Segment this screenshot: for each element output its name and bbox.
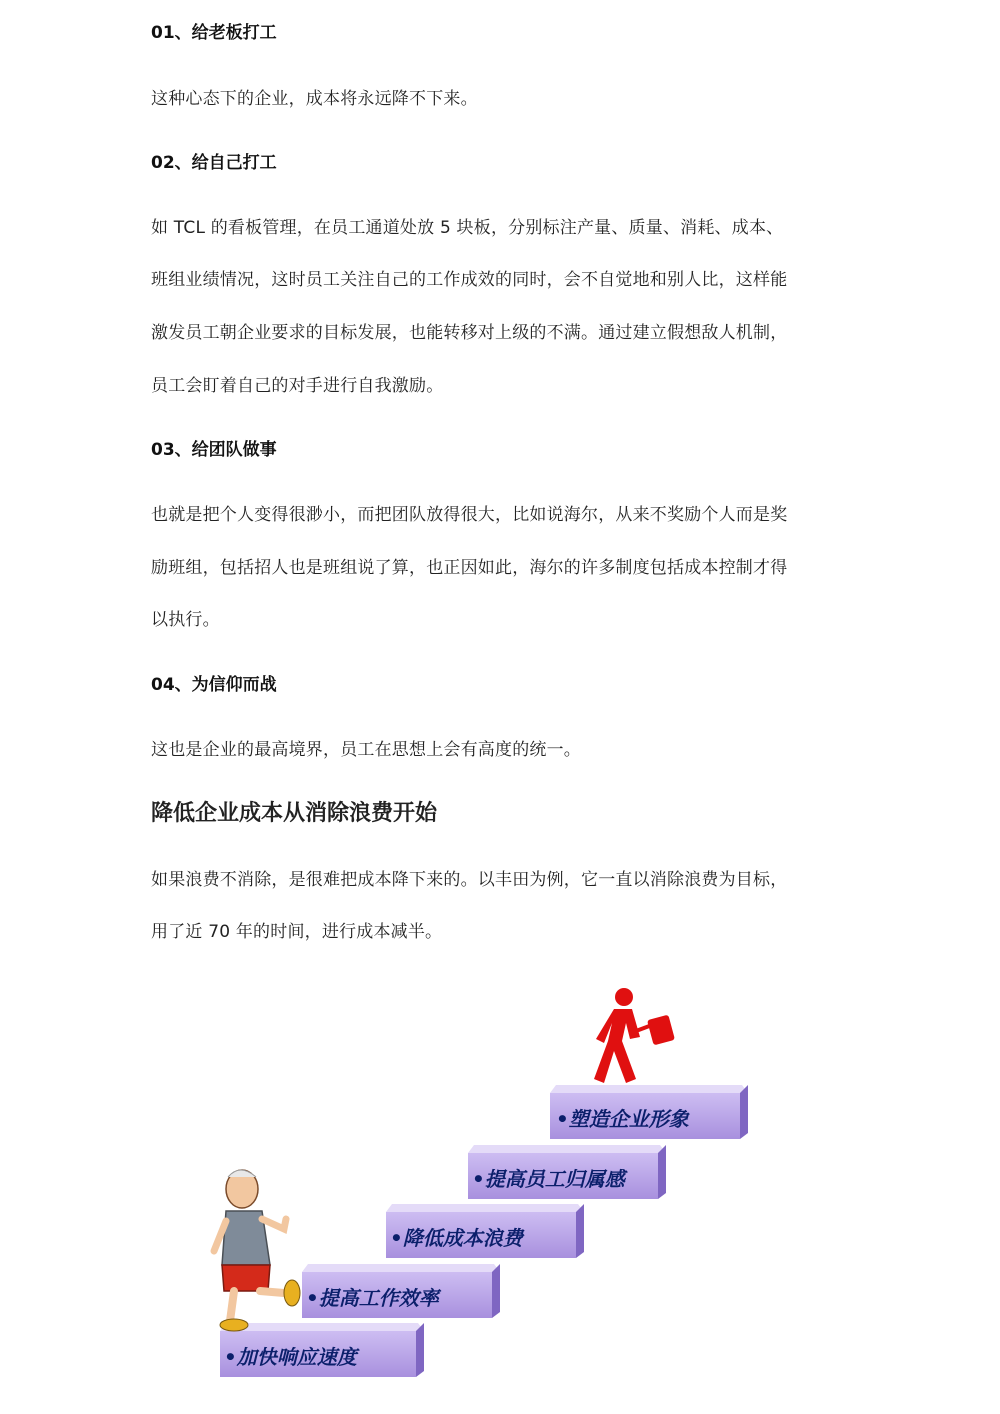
section-title: 降低企业成本从消除浪费开始: [151, 801, 438, 826]
heading-04: 04、为信仰而战: [151, 675, 277, 695]
paragraph-02-line-2: 班组业绩情况，这时员工关注自己的工作成效的同时，会不自觉地和别人比，这样能: [151, 270, 788, 290]
step-1: [220, 1323, 424, 1377]
paragraph-03-line-3: 以执行。: [151, 610, 220, 630]
paragraph-03-line-2: 励班组，包括招人也是班组说了算，也正因如此，海尔的许多制度包括成本控制才得: [151, 558, 788, 578]
paragraph-05-line-1: 如果浪费不消除，是很难把成本降下来的。以丰田为例，它一直以消除浪费为目标，: [151, 870, 788, 890]
heading-01: 01、给老板打工: [151, 23, 277, 43]
step-3: [386, 1204, 584, 1258]
paragraph-02-line-3: 激发员工朝企业要求的目标发展，也能转移对上级的不满。通过建立假想敌人机制，: [151, 323, 788, 343]
step-label-4: •提高员工归属感: [472, 1167, 625, 1191]
paragraph-02-line-4: 员工会盯着自己的对手进行自我激励。: [151, 376, 444, 396]
heading-03: 03、给团队做事: [151, 440, 277, 460]
step-2: [302, 1264, 500, 1318]
step-label-3: •降低成本浪费: [390, 1226, 523, 1250]
paragraph-01: 这种心态下的企业，成本将永远降不下来。: [151, 89, 478, 109]
runner-figure: [214, 1170, 300, 1331]
paragraph-02-line-1: 如 TCL 的看板管理，在员工通道处放 5 块板，分别标注产量、质量、消耗、成本、: [151, 218, 784, 238]
staircase-illustration: [200, 975, 770, 1395]
paragraph-05-line-2: 用了近 70 年的时间，进行成本减半。: [151, 922, 443, 942]
step-4: [468, 1145, 666, 1199]
heading-02: 02、给自己打工: [151, 153, 277, 173]
step-label-5: •塑造企业形象: [556, 1107, 689, 1131]
step-5: [550, 1085, 748, 1139]
paragraph-03-line-1: 也就是把个人变得很渺小，而把团队放得很大，比如说海尔，从来不奖励个人而是奖: [151, 505, 788, 525]
paragraph-04: 这也是企业的最高境界，员工在思想上会有高度的统一。: [151, 740, 581, 760]
step-label-1: •加快响应速度: [224, 1345, 357, 1369]
red-businessman-figure: [594, 988, 675, 1083]
step-label-2: •提高工作效率: [306, 1286, 439, 1310]
